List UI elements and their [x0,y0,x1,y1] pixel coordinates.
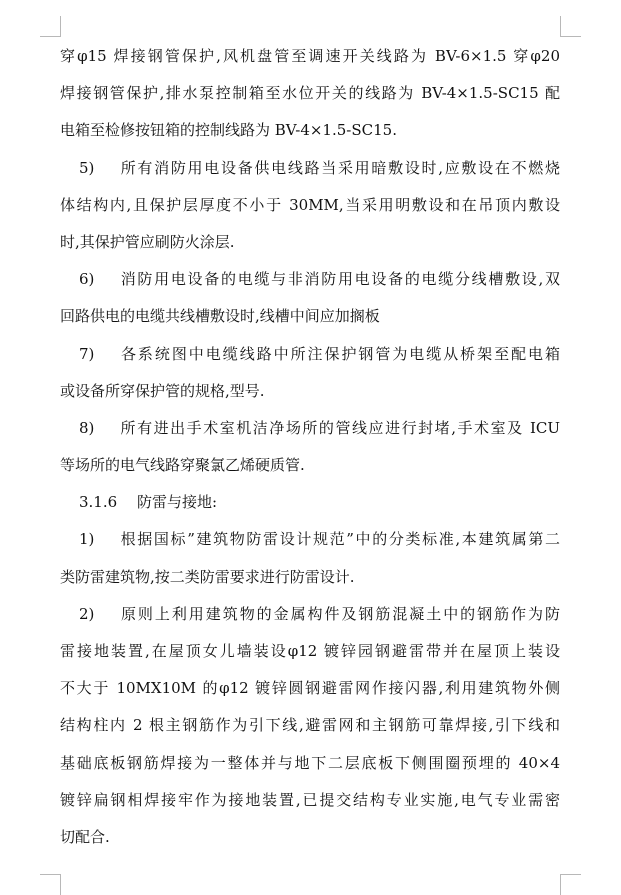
item-number: 2) [79,604,95,623]
item-number: 8) [79,418,95,437]
document-body [60,38,560,856]
list-item-2 [60,596,560,633]
crop-mark-bottom-right [560,874,581,895]
list-item-5 [60,150,560,187]
item-text: 所有消防用电设备供电线路当采用暗敷设时,应敷设在不燃烧 [119,158,560,177]
text-line: 不大于 10MX10M 的φ12 镀锌圆钢避雷网作接闪器,利用建筑物外侧 [60,679,560,698]
item-number: 1) [79,530,95,549]
text-line: 回路供电的电缆共线槽敷设时,线槽中间应加搁板 [60,307,380,326]
text-line: 基础底板钢筋焊接为一整体并与地下二层底板下侧围圈预埋的 40×4 [60,753,560,772]
item-number: 5) [79,158,95,177]
crop-mark-top-right [560,16,581,37]
text-line: 切配合. [60,827,110,846]
item-text: 消防用电设备的电缆与非消防用电设备的电缆分线槽敷设,双 [119,270,560,289]
list-item-1 [60,521,560,558]
text-line: 镀锌扁钢相焊接牢作为接地装置,已提交结构专业实施,电气专业需密 [60,790,560,809]
section-number: 3.1.6 [79,493,118,512]
item-text: 原则上利用建筑物的金属构件及钢筋混凝土中的钢筋作为防 [119,604,560,623]
section-title: 防雷与接地: [137,493,218,512]
text-line: 类防雷建筑物,按二类防雷要求进行防雷设计. [60,567,355,586]
crop-mark-top-left [40,16,61,37]
text-line: 体结构内,且保护层厚度不小于 30MM,当采用明敷设和在吊顶内敷设 [60,195,560,214]
text-line: 等场所的电气线路穿聚氯乙烯硬质管. [60,456,305,475]
text-line: 电箱至检修按钮箱的控制线路为 BV-4×1.5-SC15. [60,121,397,140]
item-number: 7) [79,344,95,363]
list-item-6 [60,261,560,298]
item-number: 6) [79,270,95,289]
item-text: 各系统图中电缆线路中所注保护钢管为电缆从桥架至配电箱 [119,344,560,363]
text-line: 穿φ15 焊接钢管保护,风机盘管至调速开关线路为 BV-6×1.5 穿φ20 [60,47,560,65]
list-item-7 [60,336,560,373]
text-line: 雷接地装置,在屋顶女儿墙装设φ12 镀锌园钢避雷带并在屋顶上装设 [60,642,560,660]
text-line: 或设备所穿保护管的规格,型号. [60,381,265,400]
crop-mark-bottom-left [40,874,61,895]
item-text: 根据国标”建筑物防雷设计规范”中的分类标准,本建筑属第二 [119,530,560,549]
section-heading [60,484,560,521]
text-line: 结构柱内 2 根主钢筋作为引下线,避雷网和主钢筋可靠焊接,引下线和 [60,716,560,735]
text-line: 焊接钢管保护,排水泵控制箱至水位开关的线路为 BV-4×1.5-SC15 配 [60,84,560,103]
text-line: 时,其保护管应刷防火涂层. [60,232,235,251]
list-item-8 [60,410,560,447]
item-text: 所有进出手术室机洁净场所的管线应进行封堵,手术室及 ICU [119,418,560,437]
